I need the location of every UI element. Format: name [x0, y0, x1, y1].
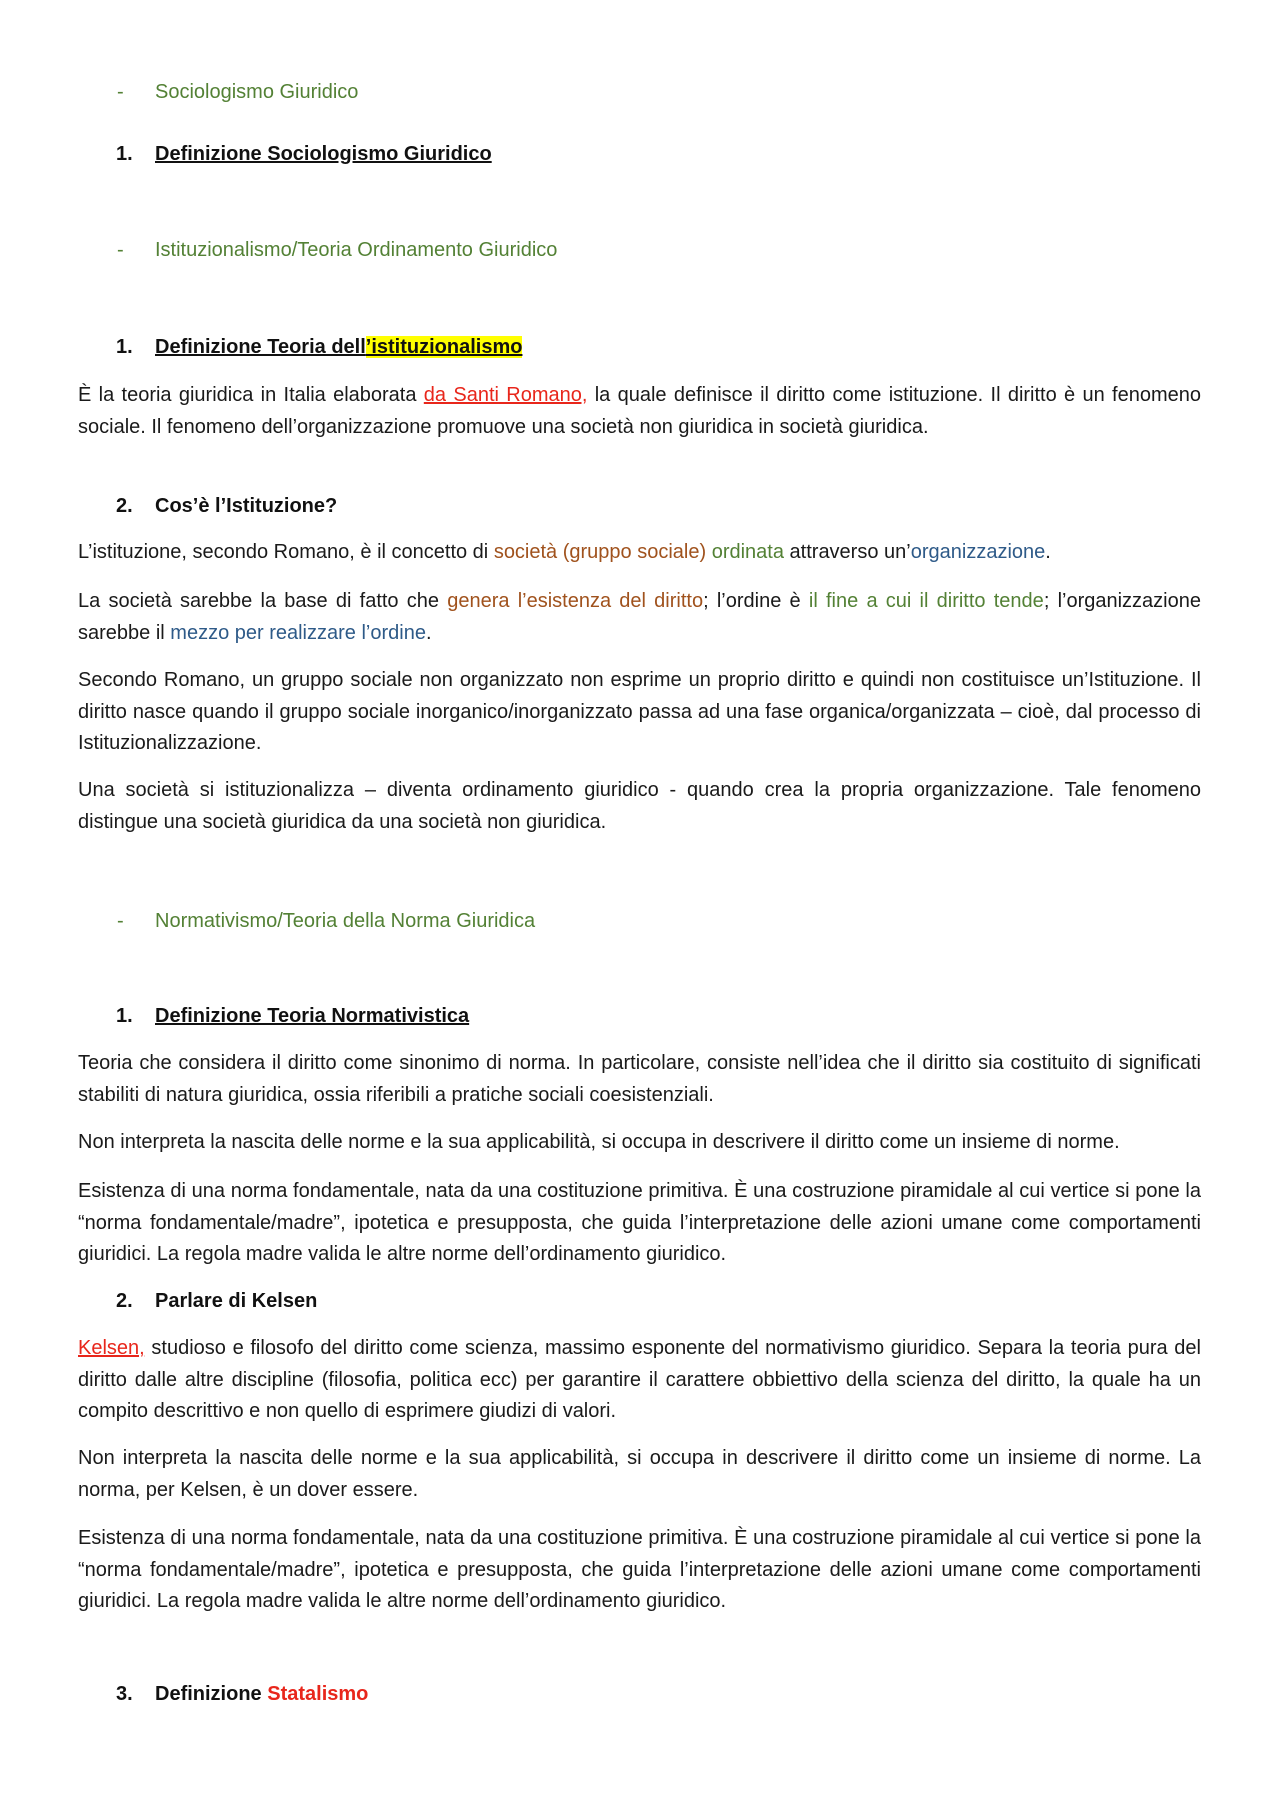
bullet-sociologismo: - Sociologismo Giuridico — [117, 81, 359, 103]
paragraph-norma-fondamentale: Esistenza di una norma fondamentale, nata da una costituzione primitiva. È una costruzione piramidale al cui vertice si pone la “norma fondamentale/madre”, ipotetica e presupposta, che guida l’interpretazione delle azioni umane come comportamenti giuridici. La regola madre valida le altre norme dell’ordinamento giuridico. — [78, 1180, 1201, 1265]
statalismo-term: Statalismo — [267, 1683, 369, 1705]
paragraph-societa: La società sarebbe la base di fatto che genera l’esistenza del diritto; l’ordine è il fine a cui il diritto tende; l’organizzazione sarebbe il mezzo per realizzare l’ordine. — [78, 590, 1201, 644]
heading-cos-e-istituzione: 2. Cos’è l’Istituzione? — [116, 495, 338, 517]
paragraph-santi-romano: È la teoria giuridica in Italia elaborata da Santi Romano, la quale definisce il diritto come istituzione. Il diritto è un fenomeno sociale. Il fenomeno dell’organizzazione promuove una società non giuridica in società giuridica. — [78, 384, 1201, 438]
paragraph-nascita-norme: Non interpreta la nascita delle norme e la sua applicabilità, si occupa in descrivere il diritto come un insieme di norme. — [78, 1131, 1120, 1153]
paragraph-kelsen: Kelsen, studioso e filosofo del diritto come scienza, massimo esponente del normativismo giuridico. Separa la teoria pura del diritto dalle altre discipline (filosofia, politica ecc) per garantire il carattere obbiettivo della scienza del diritto, la quale ha un compito descrittivo e non quello di esprimere giudizi di valori. — [78, 1337, 1201, 1422]
link-santi-romano: da Santi Romano, — [423, 384, 588, 406]
heading-definizione-sociologismo: 1. Definizione Sociologismo Giuridico — [116, 143, 492, 165]
paragraph-secondo-romano: Secondo Romano, un gruppo sociale non organizzato non esprime un proprio diritto e quindi non costituisce un’Istituzione. Il diritto nasce quando il gruppo sociale inorganico/inorganizzato passa ad una fase organica/organizzata – cioè, dal processo di Istituzionalizzazione. — [78, 669, 1201, 754]
heading-definizione-statalismo: 3. Definizione Statalismo — [116, 1683, 369, 1705]
bullet-text: Istituzionalismo/Teoria Ordinamento Giuridico — [155, 239, 558, 261]
paragraph-norma-fondamentale-2: Esistenza di una norma fondamentale, nata da una costituzione primitiva. È una costruzione piramidale al cui vertice si pone la “norma fondamentale/madre”, ipotetica e presupposta, che guida l’interpretazione delle azioni umane come comportamenti giuridici. La regola madre valida le altre norme dell’ordinamento giuridico. — [78, 1527, 1201, 1612]
paragraph-istituzionalizza: Una società si istituzionalizza – diventa ordinamento giuridico - quando crea la propria organizzazione. Tale fenomeno distingue una società giuridica da una società non giuridica. — [78, 779, 1201, 833]
highlighted-term: ’istituzionalismo — [365, 336, 523, 358]
heading-definizione-istituzionalismo: 1. Definizione Teoria dell’istituzionalismo — [116, 336, 523, 358]
bullet-istituzionalismo: - Istituzionalismo/Teoria Ordinamento Giuridico — [117, 239, 558, 261]
heading-definizione-normativistica: 1. Definizione Teoria Normativistica — [116, 1005, 470, 1027]
bullet-text: Normativismo/Teoria della Norma Giuridica — [155, 910, 536, 932]
bullet-normativismo: - Normativismo/Teoria della Norma Giuridica — [117, 910, 536, 932]
paragraph-teoria-norma: Teoria che considera il diritto come sinonimo di norma. In particolare, consiste nell’idea che il diritto sia costituito di significati stabiliti di natura giuridica, ossia riferibili a pratiche sociali coesistenziali. — [78, 1052, 1201, 1106]
heading-text: Definizione Sociologismo Giuridico — [155, 143, 492, 165]
link-kelsen: Kelsen, — [78, 1337, 145, 1359]
bullet-text: Sociologismo Giuridico — [155, 81, 359, 103]
paragraph-kelsen-dover-essere: Non interpreta la nascita delle norme e la sua applicabilità, si occupa in descrivere il diritto come un insieme di norme. La norma, per Kelsen, è un dover essere. — [78, 1447, 1201, 1501]
paragraph-istituzione: L’istituzione, secondo Romano, è il concetto di società (gruppo sociale) ordinata attraverso un’organizzazione. — [78, 541, 1051, 563]
heading-parlare-kelsen: 2. Parlare di Kelsen — [116, 1290, 318, 1312]
